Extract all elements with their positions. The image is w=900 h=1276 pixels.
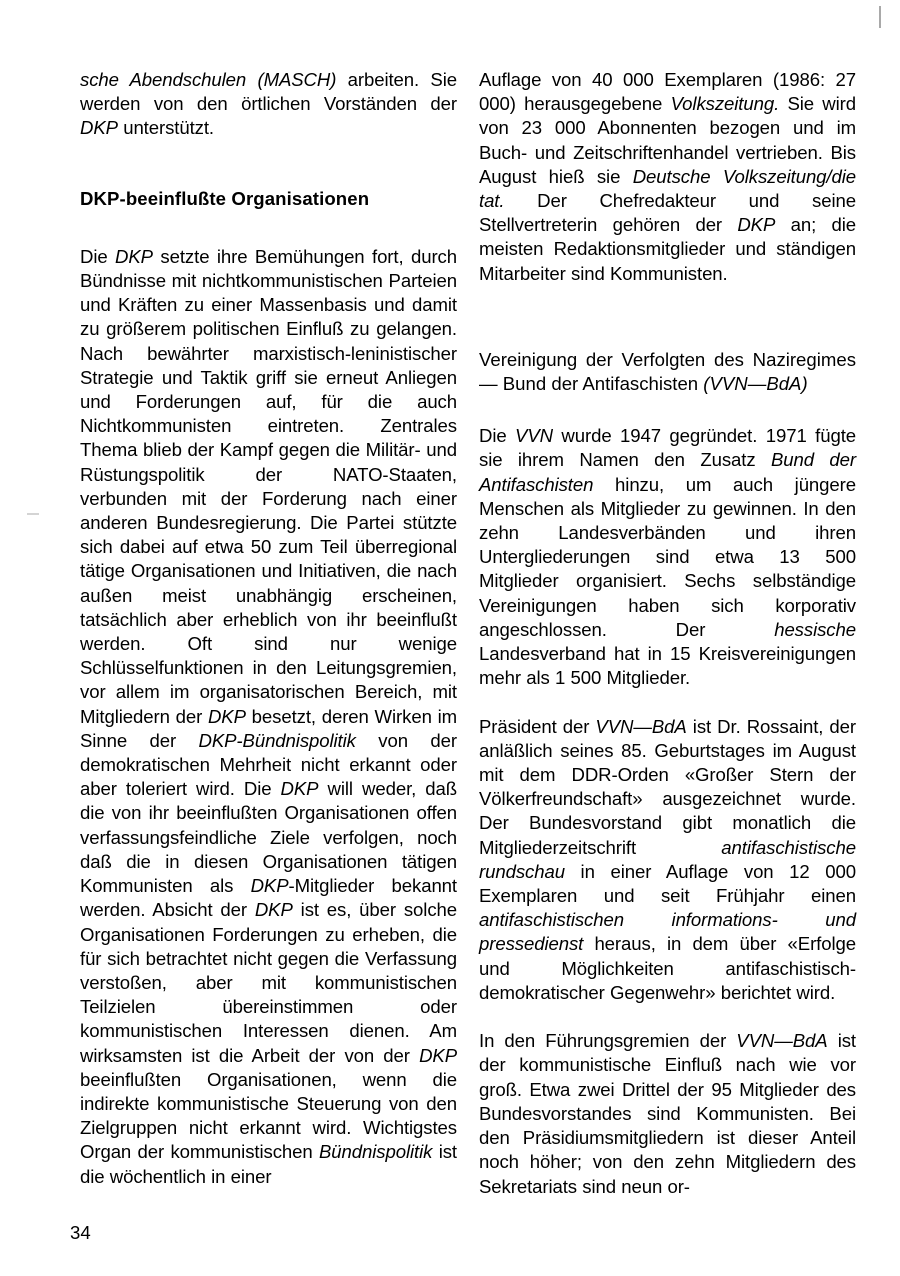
page-number: 34 bbox=[70, 1222, 91, 1243]
section-heading-vvn-bda: Vereinigung der Verfolgten des Naziregimes — Bund der Antifaschisten (VVN—BdA) bbox=[479, 348, 856, 395]
two-column-text-body bbox=[80, 68, 856, 1198]
spacer-before-heading bbox=[80, 141, 457, 187]
scan-edge-speck bbox=[27, 513, 39, 515]
spacer-after-vvn-heading bbox=[479, 396, 856, 424]
section-heading-dkp-beeinflusste-organisationen: DKP-beeinflußte Organisationen bbox=[80, 187, 370, 209]
body-paragraph-right-1: Die VVN wurde 1947 gegründet. 1971 fügte sie ihrem Namen den Zusatz Bund der Antifaschisten hinzu, um auch jüngere Menschen als Mitglieder zu gewinnen. In den zehn Landesverbänden und ihren Untergliederungen sind etwa 13 500 Mitglieder organisiert. Sechs selbständige Vereinigungen haben sich korporativ angeschlossen. Der hessische Landesverband hat in 15 Kreisvereinigungen mehr als 1 500 Mitglieder. bbox=[479, 425, 856, 689]
body-paragraph-right-3: In den Führungsgremien der VVN—BdA ist der kommunistische Einfluß nach wie vor groß. Etwa zwei Drittel der 95 Mitglieder des Bundesvorstandes sind Kommunisten. Bei den Präsidiumsmitgliedern ist dieser Anteil noch höher; von den zehn Mitgliedern des Sekretariats sind neun or- bbox=[479, 1030, 856, 1197]
scan-edge-tick-mark bbox=[879, 6, 881, 28]
body-paragraph-left-1: Die DKP setzte ihre Bemühungen fort, durch Bündnisse mit nichtkommunistischen Parteien und Kräften zu einer Massenbasis und damit zu größerem politischen Einfluß zu gelangen. Nach bewährter marxistisch-leninistischer Strategie und Taktik griff sie erneut Anliegen und Forderungen auf, für die auch Nichtkommunisten eintreten. Zentrales Thema blieb der Kampf gegen die Militär- und Rüstungspolitik der NATO-Staaten, verbunden mit der Forderung nach einer anderen Bundesregierung. Die Partei stützte sich dabei auf etwa 50 zum Teil überregional tätige Organisationen und Initiativen, die nach außen meist unabhängig erscheinen, tatsächlich aber erheblich von ihr beeinflußt werden. Oft sind nur wenige Schlüsselfunktionen in den Leitungsgremien, vor allem im organisatorischen Bereich, mit Mitgliedern der DKP besetzt, deren Wirken im Sinne der DKP-Bündnispolitik von der demokratischen Mehrheit nicht erkannt oder aber toleriert wird. Die DKP will weder, daß die von ihr beeinflußten Organisationen offen verfassungsfeindliche Ziele verfolgen, noch daß die in diesen Organisationen tätigen Kommunisten als DKP-Mitglieder bekannt werden. Absicht der DKP ist es, über solche Organisationen Forderungen zu erheben, die für sich betrachtet nicht gegen die Verfassung verstoßen, aber mit kommunistischen Teilzielen übereinstimmen oder kommunistischen Interessen dienen. Am wirksamsten ist die Arbeit der von der DKP beeinflußten Organisationen, wenn die indirekte kommunistische Steuerung von den Zielgruppen nicht erkannt wird. Wichtigstes Organ der kommunistischen Bündnispolitik ist die wöchentlich in einer bbox=[80, 245, 457, 1187]
continued-paragraph-left: sche Abendschulen (MASCH) arbeiten. Sie werden von den örtlichen Vorständen der DKP unterstützt. bbox=[80, 69, 457, 139]
body-paragraph-right-2: Präsident der VVN—BdA ist Dr. Rossaint, der anläßlich seines 85. Geburtstages im August mit dem DDR-Orden «Großer Stern der Völkerfreundschaft» ausgezeichnet wurde. Der Bundesvorstand gibt monatlich die Mitgliederzeitschrift antifaschistische rundschau in einer Auflage von 12 000 Exemplaren und seit Frühjahr einen antifaschistischen informations- und pressedienst heraus, in dem über «Erfolge und Möglichkeiten antifaschistisch-demokratischer Gegenwehr» berichtet wird. bbox=[479, 715, 857, 1003]
continued-paragraph-right: Auflage von 40 000 Exemplaren (1986: 27 000) herausgegebene Volkszeitung. Sie wird von 23 000 Abonnenten bezogen und im Buch- und Zeitschriftenhandel vertrieben. Bis August hieß sie Deutsche Volkszeitung/die tat. Der Chefredakteur und seine Stellvertreterin gehören der DKP an; die meisten Redaktionsmitglieder und ständigen Mitarbeiter sind Kommunisten. bbox=[479, 69, 857, 284]
spacer-before-vvn-heading bbox=[479, 286, 856, 348]
text-column-left bbox=[80, 68, 457, 1198]
text-column-right bbox=[479, 68, 856, 1198]
spacer-after-heading bbox=[80, 211, 457, 245]
